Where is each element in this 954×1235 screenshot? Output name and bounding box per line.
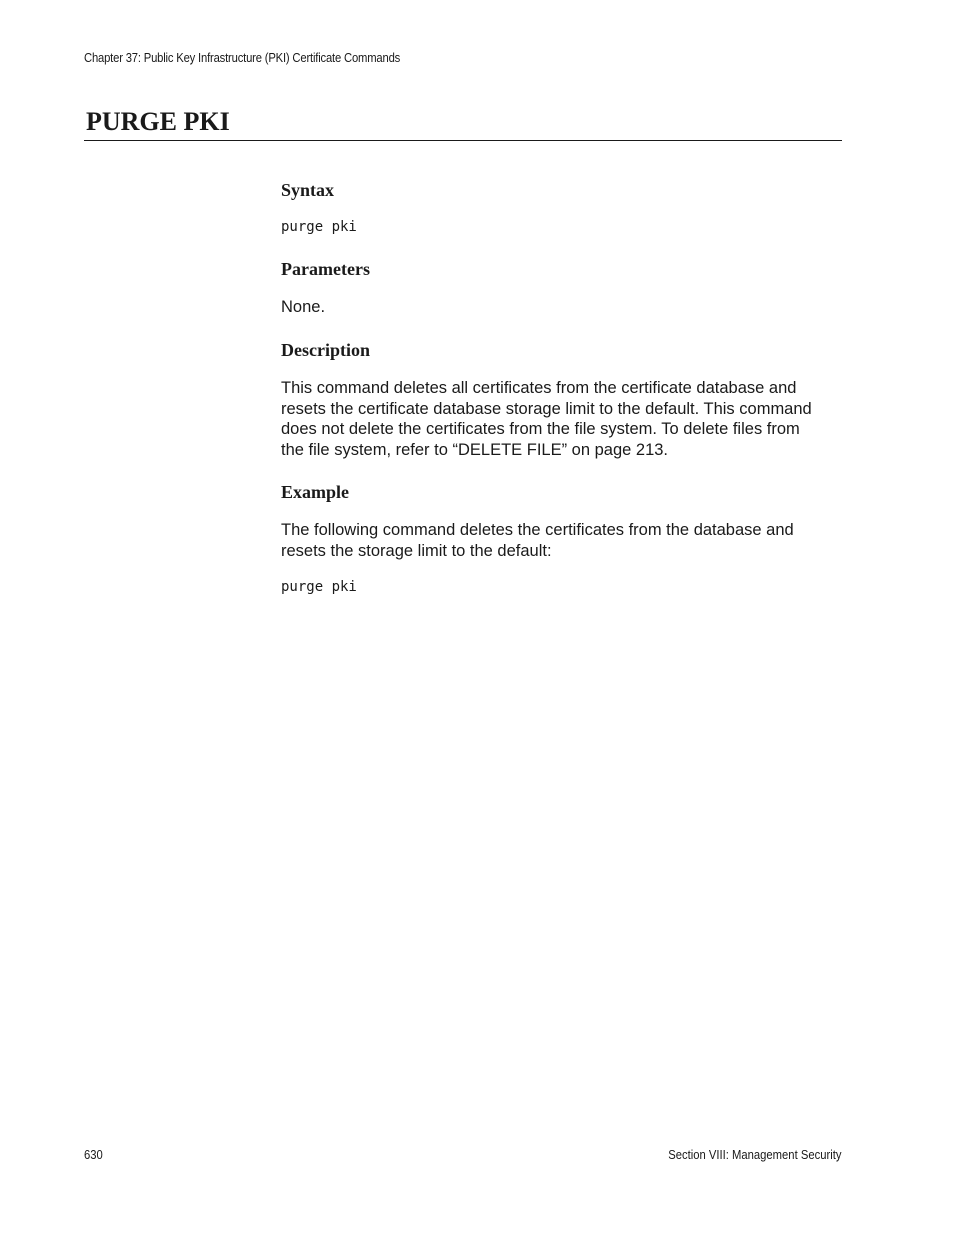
description-heading: Description — [281, 340, 370, 360]
running-header: Chapter 37: Public Key Infrastructure (PKI) Certificate Commands — [84, 51, 401, 65]
description-line: the file system, refer to “DELETE FILE” on page 213. — [281, 440, 669, 459]
page-number: 630 — [84, 1148, 103, 1162]
syntax-heading: Syntax — [281, 180, 335, 200]
description-paragraph — [281, 378, 841, 460]
description-line: This command deletes all certificates from the certificate database and — [281, 379, 797, 397]
example-code: purge pki — [281, 579, 357, 595]
parameters-heading: Parameters — [281, 259, 370, 279]
description-line: does not delete the certificates from the file system. To delete files from — [281, 420, 800, 438]
title-rule — [84, 140, 842, 141]
footer-section: Section VIII: Management Security — [667, 1148, 841, 1162]
example-heading: Example — [281, 482, 350, 502]
example-paragraph — [281, 520, 841, 561]
example-line: resets the storage limit to the default: — [281, 541, 552, 560]
parameters-text: None. — [281, 298, 326, 316]
description-line: resets the certificate database storage limit to the default. This command — [281, 399, 812, 418]
example-line: The following command deletes the certificates from the database and — [281, 521, 794, 539]
page-title: PURGE PKI — [86, 107, 230, 136]
syntax-code: purge pki — [281, 219, 357, 235]
